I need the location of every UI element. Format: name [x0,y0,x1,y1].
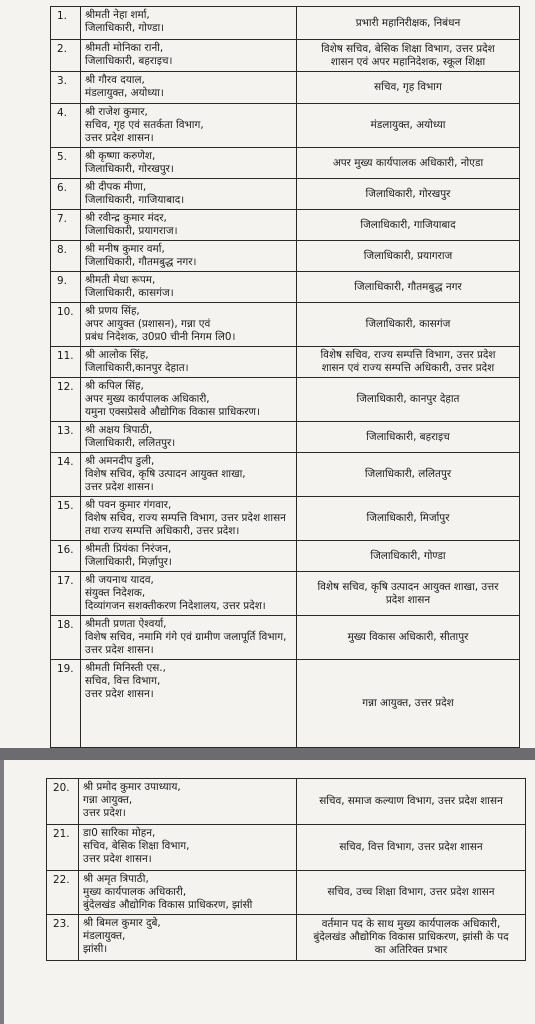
officer-detail-line: अपर मुख्य कार्यपालक अधिकारी, [85,393,210,405]
officer-detail-line: जिलाधिकारी, प्रयागराज। [85,225,178,237]
officer-detail-line: सचिव, बेसिक शिक्षा विभाग, [83,840,190,852]
new-posting-cell [297,541,520,572]
officer-name-cell [81,616,297,660]
officer-detail-line: विशेष सचिव, नमामि गंगे एवं ग्रामीण जलापूर्ति विभाग, [85,631,287,643]
officer-name-cell [81,497,297,541]
transfer-table-page-2 [46,778,526,961]
officer-name-cell [81,40,297,72]
officer-detail-line: जिलाधिकारी, बहराइच। [85,55,173,67]
new-posting-line: शासन एवं अपर महानिदेशक, स्कूल शिक्षा [330,55,486,68]
table-row [51,303,520,347]
table-row [47,915,526,961]
new-posting-line: मुख्य विकास अधिकारी, सीतापुर [347,631,469,643]
table-row [47,779,526,825]
table-row [47,825,526,871]
serial-number-cell: 5. [51,148,81,179]
officer-detail-line: श्री बिमल कुमार दुबे, [83,917,161,929]
serial-number-cell: 9. [51,272,81,303]
officer-detail-line: उत्तर प्रदेश। [83,807,126,819]
officer-detail-line: उत्तर प्रदेश शासन। [85,644,154,656]
new-posting-line: प्रभारी महानिरीक्षक, निबंधन [355,16,461,29]
officer-detail-line: सचिव, गृह एवं सतर्कता विभाग, [85,119,204,131]
new-posting-line: जिलाधिकारी, कानपुर देहात [356,393,460,405]
officer-detail-line: श्रीमती मोनिका रानी, [85,42,164,54]
new-posting-line: जिलाधिकारी, ललितपुर [364,468,452,480]
officer-name-cell [79,871,297,915]
officer-detail-line: झांसी। [83,943,108,955]
officer-detail-line: श्री दीपक मीणा, [85,181,147,193]
serial-number-cell: 3. [51,72,81,104]
officer-name-cell [81,272,297,303]
new-posting-cell [297,422,520,453]
officer-detail-line: जिलाधिकारी, गाजियाबाद। [85,194,185,206]
officer-detail-line: संयुक्त निदेशक, [85,587,146,599]
new-posting-cell [297,616,520,660]
new-posting-line: जिलाधिकारी, गाजियाबाद [360,218,456,231]
officer-detail-line: जिलाधिकारी, गौतमबुद्ध नगर। [85,256,197,268]
new-posting-line: बुंदेलखंड औद्योगिक विकास प्राधिकरण, झांसी के पद [313,931,509,943]
officer-detail-line: अपर आयुक्त (प्रशासन), गन्ना एवं [85,318,211,330]
officer-detail-line: श्री प्रणय सिंह, [85,305,140,317]
officer-name-cell [81,453,297,497]
officer-detail-line: जिलाधिकारी, गोण्डा। [85,22,165,34]
serial-number-cell: 11. [51,347,81,378]
new-posting-line: जिलाधिकारी, गौतमबुद्ध नगर [354,280,462,293]
new-posting-cell [297,272,520,303]
serial-number-cell: 13. [51,422,81,453]
officer-detail-line: श्रीमती नेहा शर्मा, [85,9,150,21]
new-posting-cell [297,148,520,179]
serial-number-cell: 7. [51,210,81,241]
officer-detail-line: गन्ना आयुक्त, [83,794,133,806]
new-posting-line: विशेष सचिव, राज्य सम्पत्ति विभाग, उत्तर प्रदेश [320,349,496,361]
new-posting-cell [297,825,526,871]
new-posting-line: शासन एवं राज्य सम्पत्ति अधिकारी, उत्तर प्रदेश [321,362,495,374]
table-row [51,272,520,303]
officer-detail-line: सचिव, वित्त विभाग, [85,675,161,687]
table-row [51,347,520,378]
serial-number-cell: 14. [51,453,81,497]
table-row [51,660,520,748]
new-posting-cell [297,210,520,241]
table-row [51,148,520,179]
officer-detail-line: मुख्य कार्यपालक अधिकारी, [83,886,187,898]
serial-number-cell: 17. [51,572,81,616]
new-posting-cell [297,572,520,616]
officer-detail-line: श्री राजेश कुमार, [85,106,148,118]
officer-name-cell [81,148,297,179]
officer-name-cell [81,541,297,572]
serial-number-cell: 21. [47,825,79,871]
new-posting-cell [297,497,520,541]
transfer-table-page-1 [50,6,520,748]
officer-detail-line: दिव्यांगजन सशक्तीकरण निदेशालय, उत्तर प्रदेश। [85,600,266,612]
officer-detail-line: श्री जयनाथ यादव, [85,574,154,586]
officer-detail-line: जिलाधिकारी, ललितपुर। [85,437,176,449]
new-posting-line: प्रदेश शासन [385,593,431,606]
new-posting-line: जिलाधिकारी, बहराइच [366,430,450,443]
officer-detail-line: यमुना एक्सप्रेसवे औद्योगिक विकास प्राधिकरण। [85,406,260,418]
officer-name-cell [79,825,297,871]
table-row [51,541,520,572]
new-posting-line: मंडलायुक्त, अयोध्या [370,119,446,131]
officer-name-cell [79,779,297,825]
new-posting-cell [297,915,526,961]
officer-detail-line: जिलाधिकारी, मिर्ज़ापुर। [85,556,172,568]
new-posting-cell [297,453,520,497]
table-row [51,572,520,616]
new-posting-cell [297,779,526,825]
table-row [51,453,520,497]
table-row [51,72,520,104]
table-row [51,7,520,40]
new-posting-line: जिलाधिकारी, प्रयागराज [363,249,453,262]
new-posting-line: सचिव, समाज कल्याण विभाग, उत्तर प्रदेश शासन [319,795,503,807]
new-posting-line: वर्तमान पद के साथ मुख्य कार्यपालक अधिकारी, [321,918,501,930]
new-posting-line: जिलाधिकारी, मिर्जापुर [366,512,450,524]
officer-name-cell [81,104,297,148]
officer-detail-line: श्रीमती मेधा रूपम, [85,274,156,286]
officer-name-cell [79,915,297,961]
officer-name-cell [81,241,297,272]
officer-detail-line: जिलाधिकारी,कानपुर देहात। [85,362,189,374]
officer-detail-line: तथा राज्य सम्पत्ति अधिकारी, उत्तर प्रदेश। [85,525,240,537]
table-row [51,210,520,241]
new-posting-cell [297,179,520,210]
serial-number-cell: 10. [51,303,81,347]
officer-detail-line: श्री गौरव दयाल, [85,74,145,86]
transfer-table-body-2 [47,779,526,961]
page-gap [0,748,535,760]
new-posting-cell [297,347,520,378]
officer-detail-line: श्री अमृत त्रिपाठी, [83,873,149,885]
officer-detail-line: मंडलायुक्त, अयोध्या। [85,87,164,99]
new-posting-line: गन्ना आयुक्त, उत्तर प्रदेश [362,697,454,709]
table-row [51,616,520,660]
officer-detail-line: श्री पवन कुमार गंगवार, [85,499,172,511]
new-posting-line: का अतिरिक्त प्रभार [374,944,448,956]
new-posting-cell [297,7,520,40]
serial-number-cell: 6. [51,179,81,210]
officer-name-cell [81,378,297,422]
serial-number-cell: 18. [51,616,81,660]
officer-detail-line: डा0 सारिका मोहन, [83,827,156,839]
new-posting-line: सचिव, उच्च शिक्षा विभाग, उत्तर प्रदेश शासन [327,886,495,898]
officer-detail-line: श्री प्रमोद कुमार उपाध्याय, [83,781,181,793]
new-posting-cell [297,303,520,347]
serial-number-cell: 2. [51,40,81,72]
officer-name-cell [81,210,297,241]
serial-number-cell: 8. [51,241,81,272]
serial-number-cell: 12. [51,378,81,422]
new-posting-cell [297,72,520,104]
officer-detail-line: प्रबंध निदेशक, उ0प्र0 चीनी निगम लि0। [85,331,236,343]
new-posting-cell [297,40,520,72]
officer-name-cell [81,347,297,378]
officer-name-cell [81,660,297,748]
table-row [51,497,520,541]
serial-number-cell: 23. [47,915,79,961]
officer-detail-line: श्रीमती मिनिस्ती एस., [85,662,166,674]
new-posting-cell [297,378,520,422]
new-posting-line: जिलाधिकारी, गोण्डा [370,549,446,562]
new-posting-line: सचिव, वित्त विभाग, उत्तर प्रदेश शासन [339,841,483,853]
new-posting-line: सचिव, गृह विभाग [374,81,442,93]
new-posting-cell [297,104,520,148]
officer-detail-line: मंडलायुक्त, [83,930,126,942]
officer-detail-line: उत्तर प्रदेश शासन। [85,688,154,700]
officer-detail-line: बुंदेलखंड औद्योगिक विकास प्राधिकरण, झांसी [83,899,253,911]
table-row [47,871,526,915]
officer-detail-line: विशेष सचिव, राज्य सम्पत्ति विभाग, उत्तर प्रदेश शासन [85,512,286,524]
officer-detail-line: श्री कपिल सिंह, [85,380,144,392]
officer-detail-line: उत्तर प्रदेश शासन। [85,481,154,493]
officer-detail-line: विशेष सचिव, कृषि उत्पादन आयुक्त शाखा, [85,468,246,480]
officer-detail-line: उत्तर प्रदेश शासन। [83,853,152,865]
officer-detail-line: जिलाधिकारी, कासगंज। [85,287,174,299]
table-row [51,40,520,72]
table-row [51,422,520,453]
officer-detail-line: श्री अमनदीप डुली, [85,455,155,467]
officer-name-cell [81,572,297,616]
new-posting-cell [297,660,520,748]
officer-detail-line: श्री कृष्णा करुणेश, [85,150,156,162]
officer-detail-line: श्री अक्षय त्रिपाठी, [85,424,153,436]
officer-name-cell [81,422,297,453]
new-posting-cell [297,241,520,272]
officer-name-cell [81,179,297,210]
officer-name-cell [81,7,297,40]
new-posting-line: विशेष सचिव, कृषि उत्पादन आयुक्त शाखा, उत्तर [317,580,499,593]
new-posting-line: अपर मुख्य कार्यपालक अधिकारी, नोएडा [332,156,484,169]
transfer-table-body-1 [51,7,520,748]
officer-detail-line: श्रीमती प्रणता ऐश्वर्या, [85,618,167,630]
officer-detail-line: श्री आलोक सिंह, [85,349,149,361]
serial-number-cell: 15. [51,497,81,541]
serial-number-cell: 20. [47,779,79,825]
new-posting-line: विशेष सचिव, बेसिक शिक्षा विभाग, उत्तर प्रदेश [321,42,495,55]
officer-name-cell [81,72,297,104]
officer-name-cell [81,303,297,347]
officer-detail-line: श्री मनीष कुमार वर्मा, [85,243,165,255]
table-row [51,378,520,422]
serial-number-cell: 1. [51,7,81,40]
table-row [51,104,520,148]
table-row [51,179,520,210]
officer-detail-line: उत्तर प्रदेश शासन। [85,132,154,144]
serial-number-cell: 22. [47,871,79,915]
new-posting-cell [297,871,526,915]
officer-detail-line: श्रीमती प्रियंका निरंजन, [85,543,172,555]
serial-number-cell: 4. [51,104,81,148]
new-posting-line: जिलाधिकारी, कासगंज [365,318,451,330]
new-posting-line: जिलाधिकारी, गोरखपुर [365,187,451,200]
serial-number-cell: 16. [51,541,81,572]
serial-number-cell: 19. [51,660,81,748]
officer-detail-line: श्री रवीन्द्र कुमार मंदर, [85,212,167,224]
table-row [51,241,520,272]
officer-detail-line: जिलाधिकारी, गोरखपुर। [85,163,174,175]
